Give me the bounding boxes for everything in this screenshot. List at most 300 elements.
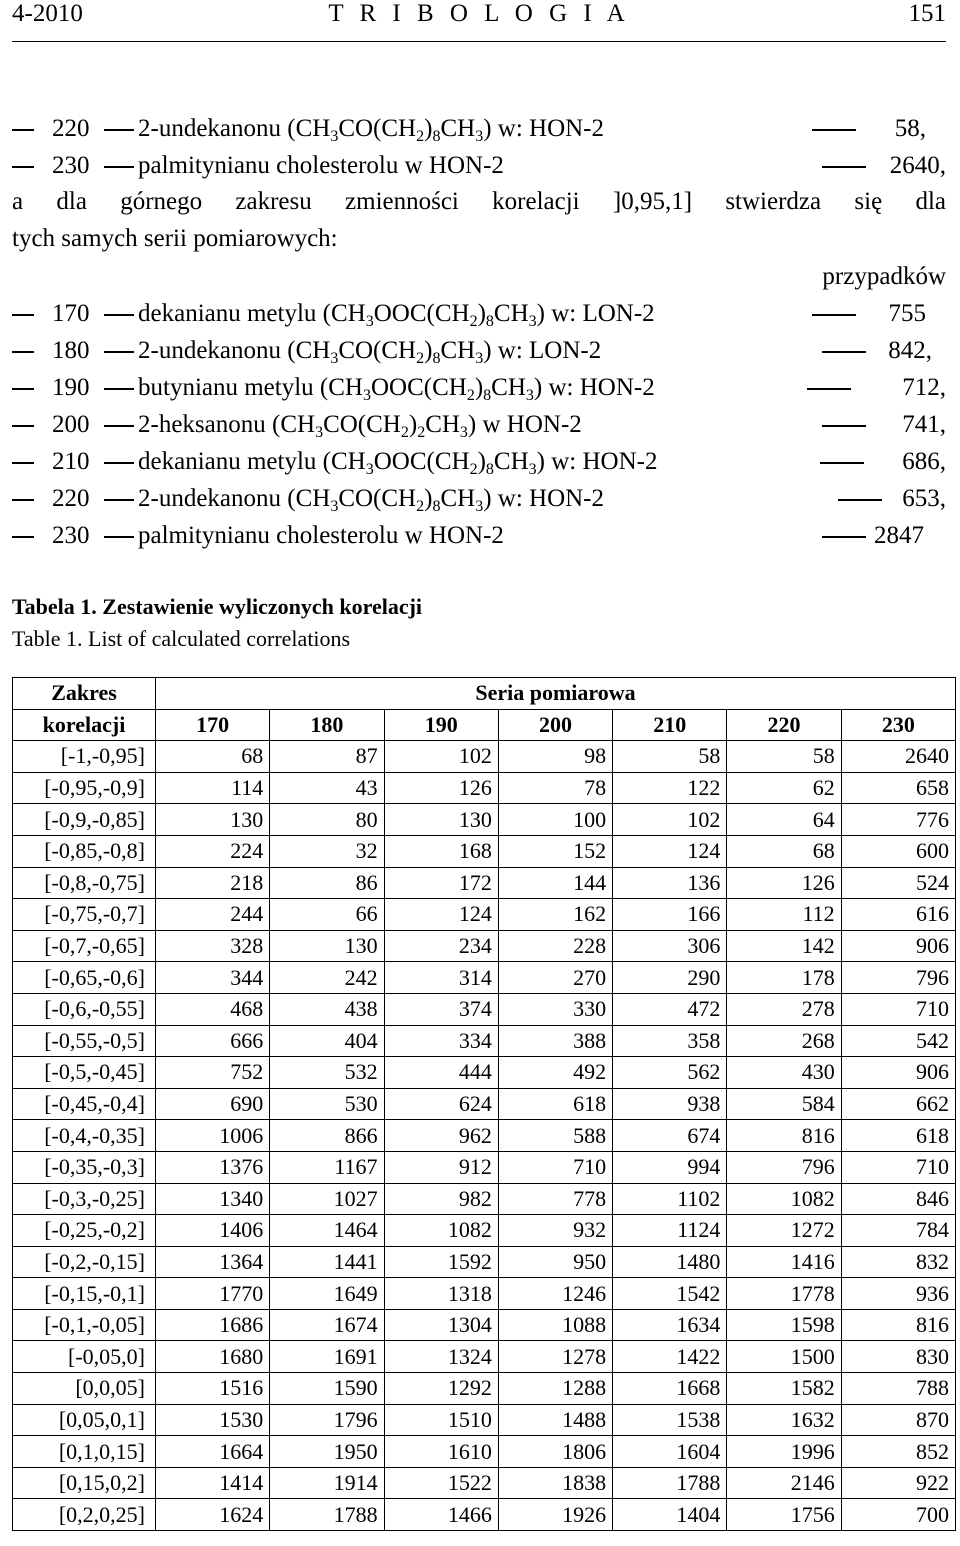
range-cell: [-0,6,-0,55] [13,993,156,1025]
count-cell: 1950 [270,1436,384,1468]
count-cell: 130 [270,930,384,962]
range-cell: [-0,45,-0,4] [13,1088,156,1120]
paragraph-line-1: a dla górnego zakresu zmienności korelacji ]0,95,1] stwierdza się dla [12,188,946,215]
table-body [13,741,956,1531]
list-item [12,112,946,146]
count-cell: 58 [613,741,727,773]
table-row [13,993,956,1025]
count-cell: 1770 [156,1278,270,1310]
count-cell: 234 [384,930,498,962]
table-caption-en: Table 1. List of calculated correlations [12,626,351,651]
bullet-dash [12,314,34,316]
count-cell: 936 [841,1278,955,1310]
count-cell: 126 [727,867,841,899]
count-cell: 1664 [156,1436,270,1468]
table-row [13,1309,956,1341]
count-cell: 1292 [384,1373,498,1405]
count-cell: 64 [727,804,841,836]
table-row [13,1246,956,1278]
count-cell: 584 [727,1088,841,1120]
count-cell: 126 [384,772,498,804]
count-cell: 1778 [727,1278,841,1310]
count-cell: 870 [841,1404,955,1436]
count-cell: 1124 [613,1215,727,1247]
table-caption-pl: Tabela 1. Zestawienie wyliczonych korelacji [12,594,423,619]
count-cell: 66 [270,899,384,931]
count-cell: 852 [841,1436,955,1468]
series-column-header: 190 [384,709,498,741]
list-item [12,334,946,368]
count-cell: 1278 [498,1341,612,1373]
count-cell: 112 [727,899,841,931]
count-cell: 80 [270,804,384,836]
count-cell: 938 [613,1088,727,1120]
range-cell: [-0,15,-0,1] [13,1278,156,1310]
count-cell: 1610 [384,1436,498,1468]
count-cell: 1796 [270,1404,384,1436]
series-column-header: 200 [498,709,612,741]
journal-title: T R I B O L O G I A [328,0,630,27]
count-cell: 1590 [270,1373,384,1405]
compound-description: 2-undekanonu $(CH_3CO(CH_2)_8CH_3)$ w: HON-2 [138,115,605,145]
count-cell: 1668 [613,1373,727,1405]
table-row [13,1183,956,1215]
table-row [13,772,956,804]
count-cell: 784 [841,1215,955,1247]
count-cell: 68 [727,835,841,867]
count-cell: 1364 [156,1246,270,1278]
count-cell: 102 [384,741,498,773]
range-cell: [-0,85,-0,8] [13,835,156,867]
count-cell: 1422 [613,1341,727,1373]
count-cell: 404 [270,1025,384,1057]
table-header-row-2 [13,709,956,741]
compound-description: palmitynianu cholesterolu w HON-2 [138,152,504,179]
count-cell: 492 [498,1057,612,1089]
count-cell: 228 [498,930,612,962]
value-dash [822,425,866,427]
list-item [12,482,946,516]
range-cell: [-0,05,0] [13,1341,156,1373]
range-cell: [0,1,0,15] [13,1436,156,1468]
count-cell: 1466 [384,1499,498,1531]
compound-description: 2-undekanonu $(CH_3CO(CH_2)_8CH_3)$ w: HON-2 [138,485,605,515]
count-cell: 388 [498,1025,612,1057]
count-cell: 912 [384,1151,498,1183]
count-cell: 162 [498,899,612,931]
series-number: 210 [52,448,90,475]
count-cell: 278 [727,993,841,1025]
count-cell: 1624 [156,1499,270,1531]
series-number: 170 [52,300,90,327]
range-cell: [-0,9,-0,85] [13,804,156,836]
table-row [13,930,956,962]
count-cell: 102 [613,804,727,836]
count-cell: 1530 [156,1404,270,1436]
count-cell: 68 [156,741,270,773]
bullet-dash [12,129,34,131]
count-cell: 778 [498,1183,612,1215]
count-cell: 1288 [498,1373,612,1405]
count-cell: 328 [156,930,270,962]
count-cell: 1102 [613,1183,727,1215]
bullet-dash [12,388,34,390]
count-cell: 1632 [727,1404,841,1436]
series-number: 200 [52,411,90,438]
count-cell: 1404 [613,1499,727,1531]
table-row [13,1120,956,1152]
count-cell: 98 [498,741,612,773]
count-cell: 172 [384,867,498,899]
count-cell: 358 [613,1025,727,1057]
table-row [13,1025,956,1057]
count-cell: 2146 [727,1467,841,1499]
count-cell: 438 [270,993,384,1025]
count-cell: 788 [841,1373,955,1405]
case-count: 755 [888,300,926,327]
count-cell: 658 [841,772,955,804]
count-cell: 950 [498,1246,612,1278]
bullet-dash [12,166,34,168]
count-cell: 1406 [156,1215,270,1247]
issue-number: 4-2010 [12,0,83,27]
count-cell: 114 [156,772,270,804]
table-row [13,804,956,836]
count-cell: 710 [841,1151,955,1183]
paragraph-line-2: tych samych serii pomiarowych: [12,225,338,252]
count-cell: 1304 [384,1309,498,1341]
series-number: 190 [52,374,90,401]
em-dash [104,166,134,168]
page-number: 151 [908,0,946,27]
range-cell: [-0,75,-0,7] [13,899,156,931]
count-cell: 124 [384,899,498,931]
count-cell: 1027 [270,1183,384,1215]
count-cell: 1376 [156,1151,270,1183]
compound-description: 2-undekanonu $(CH_3CO(CH_2)_8CH_3)$ w: LON-2 [138,337,602,367]
count-cell: 1592 [384,1246,498,1278]
count-cell: 796 [841,962,955,994]
value-dash [822,351,866,353]
series-column-header: 180 [270,709,384,741]
table-row [13,1215,956,1247]
count-cell: 906 [841,1057,955,1089]
count-cell: 530 [270,1088,384,1120]
count-cell: 1082 [727,1183,841,1215]
count-cell: 1464 [270,1215,384,1247]
table-row [13,1467,956,1499]
table-row [13,1057,956,1089]
table-row [13,1404,956,1436]
series-column-header: 220 [727,709,841,741]
list-item [12,408,946,442]
count-cell: 86 [270,867,384,899]
count-cell: 618 [841,1120,955,1152]
count-cell: 982 [384,1183,498,1215]
count-cell: 752 [156,1057,270,1089]
count-cell: 344 [156,962,270,994]
table-row [13,1088,956,1120]
count-cell: 1480 [613,1246,727,1278]
count-cell: 1088 [498,1309,612,1341]
case-count: 712, [902,374,946,401]
count-cell: 1680 [156,1341,270,1373]
em-dash [104,499,134,501]
count-cell: 168 [384,835,498,867]
running-header [12,0,946,36]
table-row [13,1373,956,1405]
header-rule [12,41,946,42]
table-header-row-1 [13,678,956,710]
range-cell: [-0,1,-0,05] [13,1309,156,1341]
count-cell: 290 [613,962,727,994]
range-cell: [-0,25,-0,2] [13,1215,156,1247]
count-cell: 796 [727,1151,841,1183]
series-column-header: 210 [613,709,727,741]
count-cell: 130 [384,804,498,836]
count-cell: 1522 [384,1467,498,1499]
count-cell: 542 [841,1025,955,1057]
count-cell: 1691 [270,1341,384,1373]
count-cell: 700 [841,1499,955,1531]
count-cell: 1788 [270,1499,384,1531]
count-cell: 1416 [727,1246,841,1278]
count-cell: 178 [727,962,841,994]
count-cell: 588 [498,1120,612,1152]
count-cell: 816 [841,1309,955,1341]
value-dash [812,129,856,131]
count-cell: 1500 [727,1341,841,1373]
value-dash [822,536,866,538]
range-cell: [-0,3,-0,25] [13,1183,156,1215]
count-cell: 244 [156,899,270,931]
range-cell: [0,15,0,2] [13,1467,156,1499]
count-cell: 710 [841,993,955,1025]
count-cell: 122 [613,772,727,804]
compound-description: butynianu metylu $(CH_3OOC(CH_2)_8CH_3)$ w: HON-2 [138,374,655,404]
em-dash [104,425,134,427]
case-count: 2847 [874,522,924,549]
count-cell: 1441 [270,1246,384,1278]
case-count: 58, [894,115,926,142]
count-cell: 330 [498,993,612,1025]
count-cell: 1272 [727,1215,841,1247]
count-cell: 444 [384,1057,498,1089]
count-cell: 1318 [384,1278,498,1310]
count-cell: 472 [613,993,727,1025]
count-cell: 224 [156,835,270,867]
case-count: 741, [902,411,946,438]
count-cell: 87 [270,741,384,773]
count-cell: 1538 [613,1404,727,1436]
em-dash [104,388,134,390]
compound-description: dekanianu metylu $(CH_3OOC(CH_2)_8CH_3)$ w: LON-2 [138,300,655,330]
table-row [13,835,956,867]
bullet-dash [12,536,34,538]
range-cell: [-0,2,-0,15] [13,1246,156,1278]
count-cell: 1006 [156,1120,270,1152]
value-dash [822,166,866,168]
range-cell: [-0,7,-0,65] [13,930,156,962]
count-cell: 1516 [156,1373,270,1405]
em-dash [104,351,134,353]
count-cell: 430 [727,1057,841,1089]
range-cell: [-0,95,-0,9] [13,772,156,804]
count-cell: 166 [613,899,727,931]
range-header-bottom: korelacji [13,709,156,741]
em-dash [104,129,134,131]
count-cell: 100 [498,804,612,836]
count-cell: 1914 [270,1467,384,1499]
compound-description: palmitynianu cholesterolu w HON-2 [138,522,504,549]
count-cell: 1340 [156,1183,270,1215]
count-cell: 1788 [613,1467,727,1499]
table-row [13,1341,956,1373]
count-cell: 776 [841,804,955,836]
count-cell: 334 [384,1025,498,1057]
series-number: 230 [52,152,90,179]
table-row [13,1436,956,1468]
count-cell: 144 [498,867,612,899]
count-cell: 666 [156,1025,270,1057]
count-cell: 906 [841,930,955,962]
count-cell: 58 [727,741,841,773]
range-cell: [0,0,05] [13,1373,156,1405]
count-cell: 994 [613,1151,727,1183]
count-cell: 618 [498,1088,612,1120]
count-cell: 532 [270,1057,384,1089]
count-cell: 1582 [727,1373,841,1405]
list-item [12,149,946,183]
range-cell: [-1,-0,95] [13,741,156,773]
count-cell: 242 [270,962,384,994]
count-cell: 1598 [727,1309,841,1341]
count-cell: 1167 [270,1151,384,1183]
table-row [13,741,956,773]
count-cell: 218 [156,867,270,899]
table-row [13,867,956,899]
count-cell: 136 [613,867,727,899]
case-count: 842, [888,337,932,364]
series-column-header: 170 [156,709,270,741]
count-cell: 62 [727,772,841,804]
range-cell: [-0,5,-0,45] [13,1057,156,1089]
count-cell: 866 [270,1120,384,1152]
range-cell: [0,05,0,1] [13,1404,156,1436]
value-dash [820,462,864,464]
count-cell: 1996 [727,1436,841,1468]
count-cell: 662 [841,1088,955,1120]
count-cell: 524 [841,867,955,899]
series-number: 220 [52,115,90,142]
list-item [12,297,946,331]
count-cell: 468 [156,993,270,1025]
count-cell: 1634 [613,1309,727,1341]
list-item [12,519,946,553]
count-cell: 1414 [156,1467,270,1499]
series-header: Seria pomiarowa [156,678,956,710]
em-dash [104,314,134,316]
count-cell: 624 [384,1088,498,1120]
bullet-dash [12,462,34,464]
count-cell: 2640 [841,741,955,773]
em-dash [104,462,134,464]
count-cell: 43 [270,772,384,804]
count-cell: 268 [727,1025,841,1057]
correlation-table [12,677,956,1531]
count-cell: 1510 [384,1404,498,1436]
count-cell: 142 [727,930,841,962]
count-cell: 932 [498,1215,612,1247]
count-cell: 306 [613,930,727,962]
range-cell: [-0,4,-0,35] [13,1120,156,1152]
bullet-dash [12,499,34,501]
series-number: 180 [52,337,90,364]
count-cell: 616 [841,899,955,931]
count-cell: 78 [498,772,612,804]
compound-description: dekanianu metylu $(CH_3OOC(CH_2)_8CH_3)$ w: HON-2 [138,448,658,478]
count-cell: 1926 [498,1499,612,1531]
case-count: 653, [902,485,946,512]
count-cell: 832 [841,1246,955,1278]
range-header-top: Zakres [13,678,156,710]
range-cell: [-0,55,-0,5] [13,1025,156,1057]
count-cell: 1649 [270,1278,384,1310]
list-item [12,371,946,405]
count-cell: 152 [498,835,612,867]
count-cell: 562 [613,1057,727,1089]
count-cell: 1756 [727,1499,841,1531]
count-cell: 1542 [613,1278,727,1310]
range-cell: [-0,8,-0,75] [13,867,156,899]
value-dash [838,499,882,501]
table-row [13,1278,956,1310]
count-cell: 962 [384,1120,498,1152]
value-dash [807,388,851,390]
count-cell: 1488 [498,1404,612,1436]
count-cell: 1604 [613,1436,727,1468]
series-number: 220 [52,485,90,512]
count-cell: 1324 [384,1341,498,1373]
count-cell: 600 [841,835,955,867]
table-row [13,1151,956,1183]
count-cell: 922 [841,1467,955,1499]
table-row [13,962,956,994]
count-cell: 1674 [270,1309,384,1341]
cases-label: przypadków [822,263,946,290]
table-row [13,1499,956,1531]
value-dash [812,314,856,316]
count-cell: 374 [384,993,498,1025]
range-cell: [-0,35,-0,3] [13,1151,156,1183]
list-item [12,445,946,479]
count-cell: 690 [156,1088,270,1120]
count-cell: 710 [498,1151,612,1183]
series-number: 230 [52,522,90,549]
range-cell: [-0,65,-0,6] [13,962,156,994]
compound-description: 2-heksanonu $(CH_3CO(CH_2)_2CH_3)$ w HON-2 [138,411,582,441]
count-cell: 674 [613,1120,727,1152]
count-cell: 846 [841,1183,955,1215]
count-cell: 1838 [498,1467,612,1499]
series-column-header: 230 [841,709,955,741]
case-count: 686, [902,448,946,475]
count-cell: 1686 [156,1309,270,1341]
count-cell: 32 [270,835,384,867]
count-cell: 1082 [384,1215,498,1247]
count-cell: 130 [156,804,270,836]
count-cell: 1246 [498,1278,612,1310]
